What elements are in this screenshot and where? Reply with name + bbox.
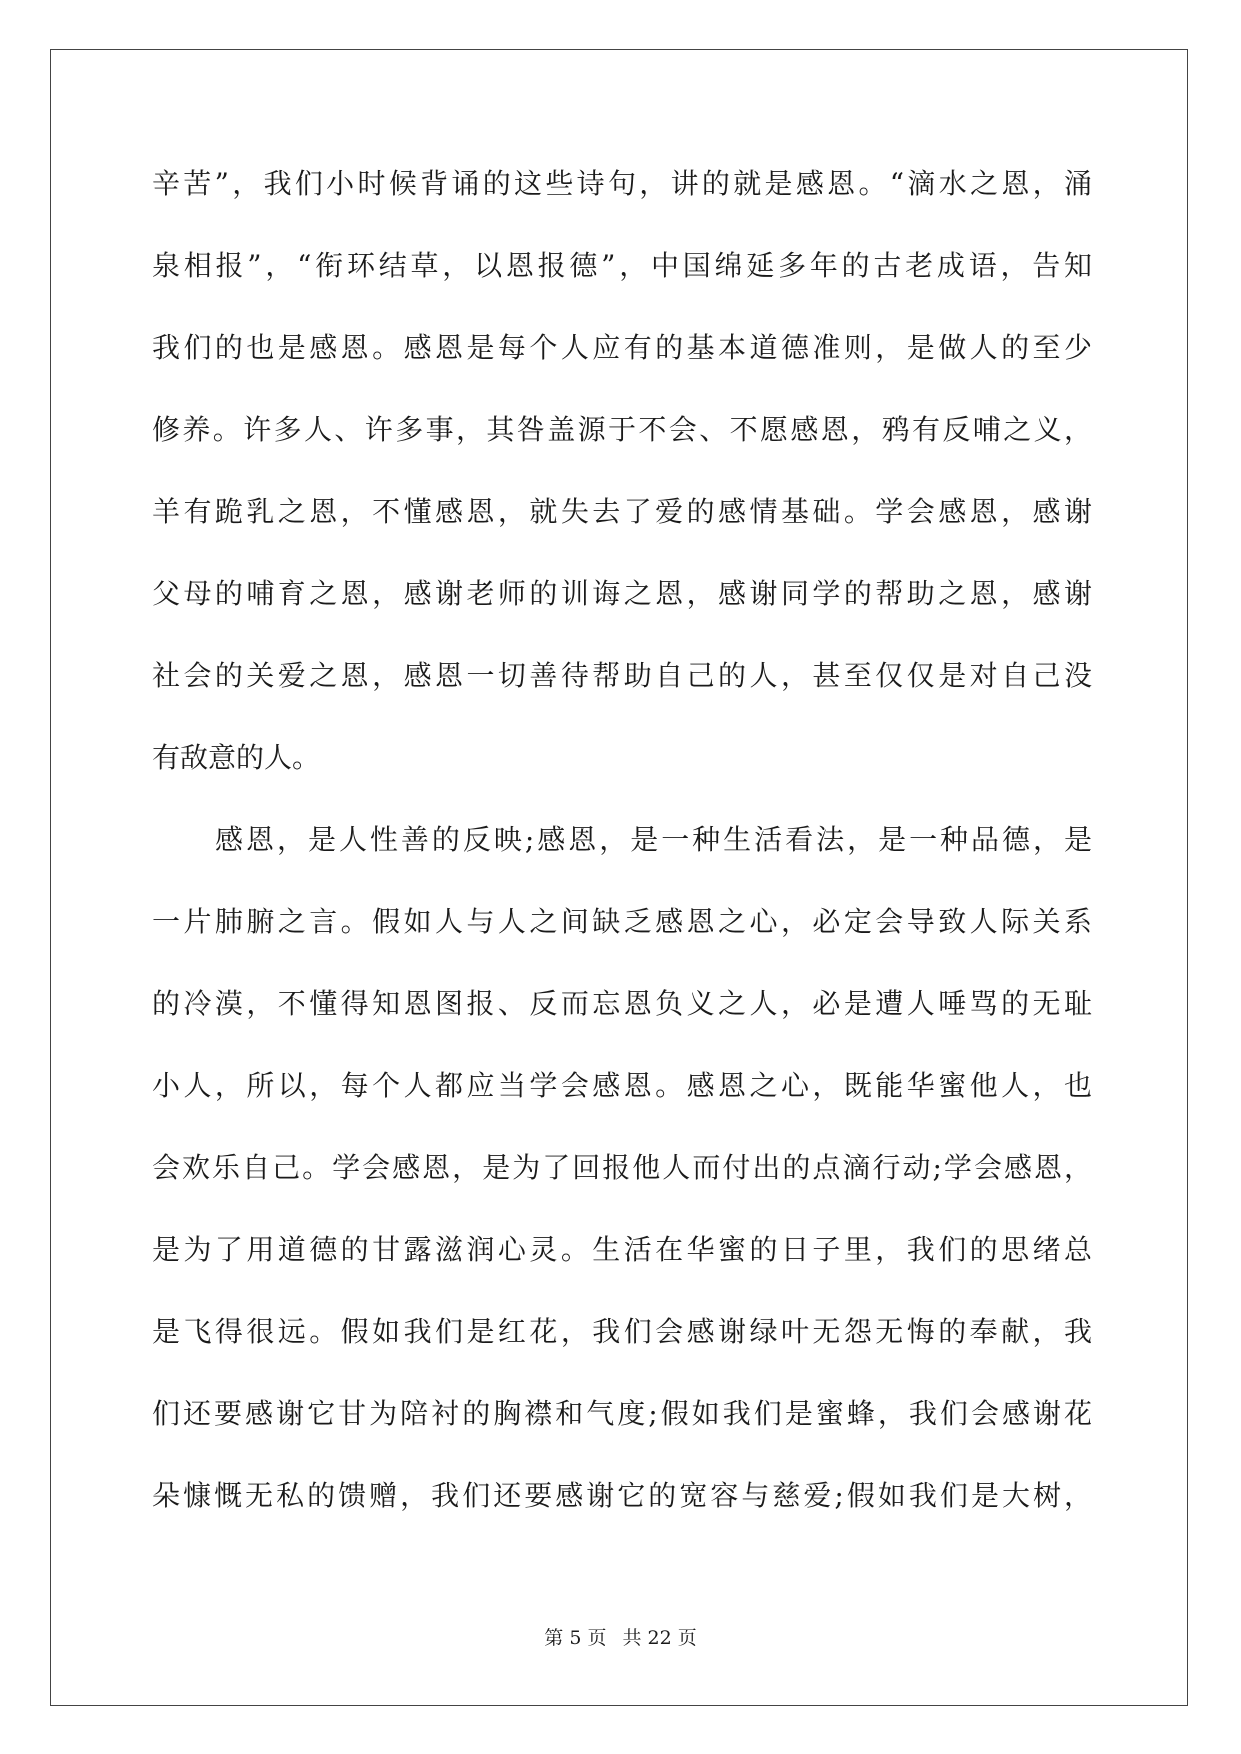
text-line: 泉相报”，“衔环结草，以恩报德”，中国绵延多年的古老成语，告知: [152, 249, 1092, 282]
text-line: 羊有跪乳之恩，不懂感恩，就失去了爱的感情基础。学会感恩，感谢: [152, 495, 1092, 528]
text-line: 感恩，是人性善的反映;感恩，是一种生活看法，是一种品德，是: [215, 823, 1092, 856]
text-line: 父母的哺育之恩，感谢老师的训诲之恩，感谢同学的帮助之恩，感谢: [152, 577, 1092, 610]
text-line: 们还要感谢它甘为陪衬的胸襟和气度;假如我们是蜜蜂，我们会感谢花: [152, 1397, 1092, 1430]
text-line: 的冷漠，不懂得知恩图报、反而忘恩负义之人，必是遭人唾骂的无耻: [152, 987, 1092, 1020]
text-line: 辛苦”，我们小时候背诵的这些诗句，讲的就是感恩。“滴水之恩，涌: [152, 167, 1092, 200]
page-number: 第 5 页: [544, 1627, 607, 1649]
document-body: [152, 163, 1092, 1557]
text-line: 小人，所以，每个人都应当学会感恩。感恩之心，既能华蜜他人，也: [152, 1069, 1092, 1102]
text-line: 是为了用道德的甘露滋润心灵。生活在华蜜的日子里，我们的思绪总: [152, 1233, 1092, 1266]
total-pages: 共 22 页: [622, 1627, 697, 1649]
text-line: 社会的关爱之恩，感恩一切善待帮助自己的人，甚至仅仅是对自己没: [152, 659, 1092, 692]
text-line: 修养。许多人、许多事，其咎盖源于不会、不愿感恩，鸦有反哺之义，: [152, 413, 1092, 446]
text-line: 我们的也是感恩。感恩是每个人应有的基本道德准则，是做人的至少: [152, 331, 1092, 364]
text-line: 一片肺腑之言。假如人与人之间缺乏感恩之心，必定会导致人际关系: [152, 905, 1092, 938]
text-line: 朵慷慨无私的馈赠，我们还要感谢它的宽容与慈爱;假如我们是大树，: [152, 1479, 1092, 1512]
page-footer: [0, 1626, 1241, 1650]
text-line: 有敌意的人。: [152, 741, 321, 774]
text-line: 会欢乐自己。学会感恩，是为了回报他人而付出的点滴行动;学会感恩，: [152, 1151, 1092, 1184]
text-line: 是飞得很远。假如我们是红花，我们会感谢绿叶无怨无悔的奉献，我: [152, 1315, 1092, 1348]
